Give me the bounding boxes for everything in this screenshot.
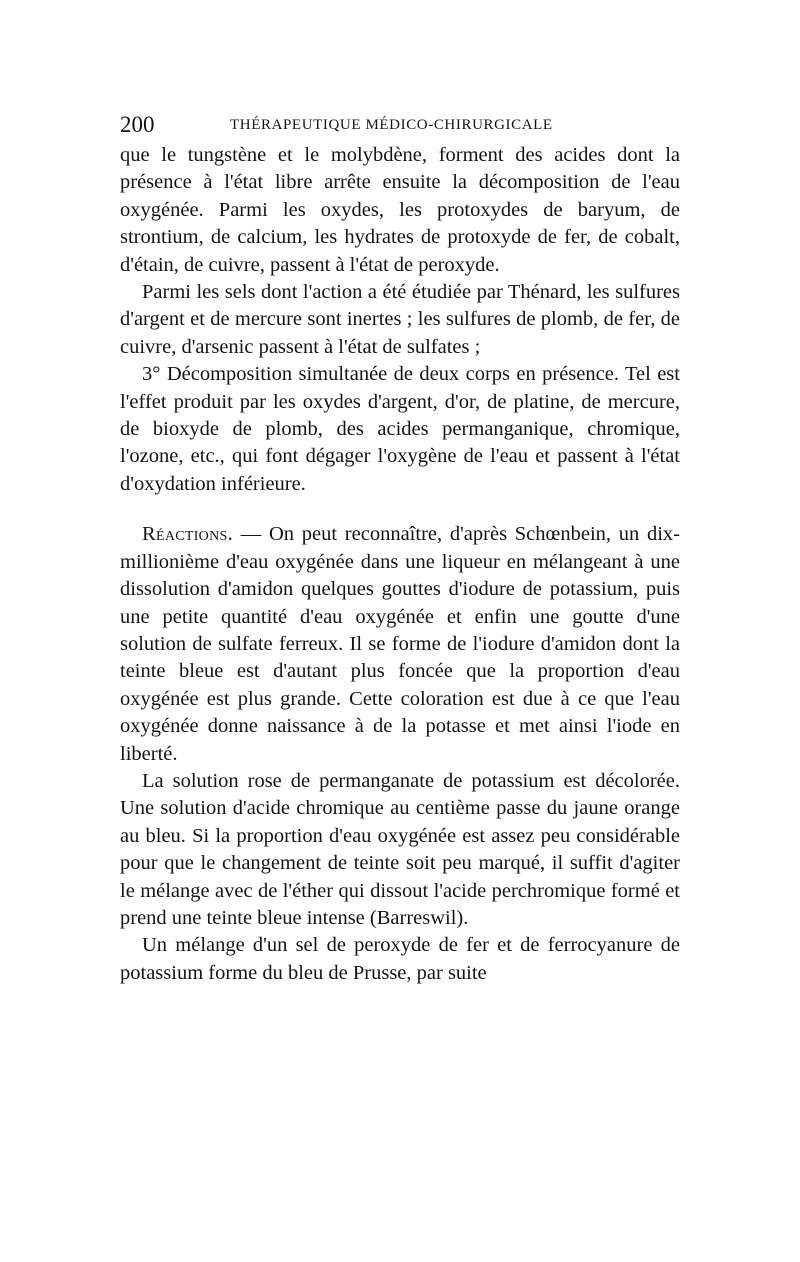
paragraph-permanganate: La solution rose de permanganate de potassium est décolorée. Une solution d'acide chromique au centième passe du jaune orange au bleu. Si la proportion d'eau oxygénée est assez peu considérable pour que le changement de teinte soit peu marqué, il suffit d'agiter le mélange avec de l'éther qui dissout l'acide perchromique formé et prend une teinte bleue intense (Barreswil). bbox=[120, 769, 680, 929]
paragraph-salts: Parmi les sels dont l'action a été étudiée par Thénard, les sulfures d'argent et de mercure sont inertes ; les sulfures de plomb, de fer, de cuivre, d'arsenic passent à l'état de sulfates ; bbox=[120, 281, 680, 358]
section-gap bbox=[120, 498, 680, 521]
book-page bbox=[120, 108, 680, 987]
paragraph-reactions-text: — On peut reconnaître, d'après Schœnbein, un dix-millionième d'eau oxygénée dans une liqueur en mélangeant à une dissolution d'amidon quelques gouttes d'iodure de potassium, puis une petite quantité d'eau oxygénée et enfin une goutte d'une solution de sulfate ferreux. Il se forme de l'iodure d'amidon dont la teinte bleue est d'autant plus foncée que la proportion d'eau oxygénée est plus grande. Cette coloration est due à ce que l'eau oxygénée donne naissance à de la potasse et met ainsi l'iode en liberté. bbox=[120, 523, 680, 765]
paragraph-simultaneous-decomposition: 3° Décomposition simultanée de deux corps en présence. Tel est l'effet produit par les oxydes d'argent, d'or, de platine, de mercure, de bioxyde de plomb, des acides permanganique, chromique, l'ozone, etc., qui font dégager l'oxygène de l'eau et passent à l'état d'oxydation inférieure. bbox=[120, 363, 680, 495]
section-heading-reactions: Réactions. bbox=[142, 523, 234, 546]
running-head bbox=[120, 108, 680, 142]
paragraph-oxides: que le tungstène et le molybdène, forment des acides dont la présence à l'état libre arrête ensuite la décomposition de l'eau oxygénée. Parmi les oxydes, les protoxydes de baryum, de strontium, de calcium, les hydrates de protoxyde de fer, de cobalt, d'étain, de cuivre, passent à l'état de peroxyde. bbox=[120, 144, 680, 276]
page-number: 200 bbox=[120, 112, 155, 137]
running-title: THÉRAPEUTIQUE MÉDICO-CHIRURGICALE bbox=[230, 117, 553, 133]
paragraph-reactions bbox=[120, 521, 680, 768]
body-text bbox=[120, 142, 680, 987]
paragraph-prussian-blue: Un mélange d'un sel de peroxyde de fer et de ferrocyanure de potassium forme du bleu de Prusse, par suite bbox=[120, 934, 680, 984]
